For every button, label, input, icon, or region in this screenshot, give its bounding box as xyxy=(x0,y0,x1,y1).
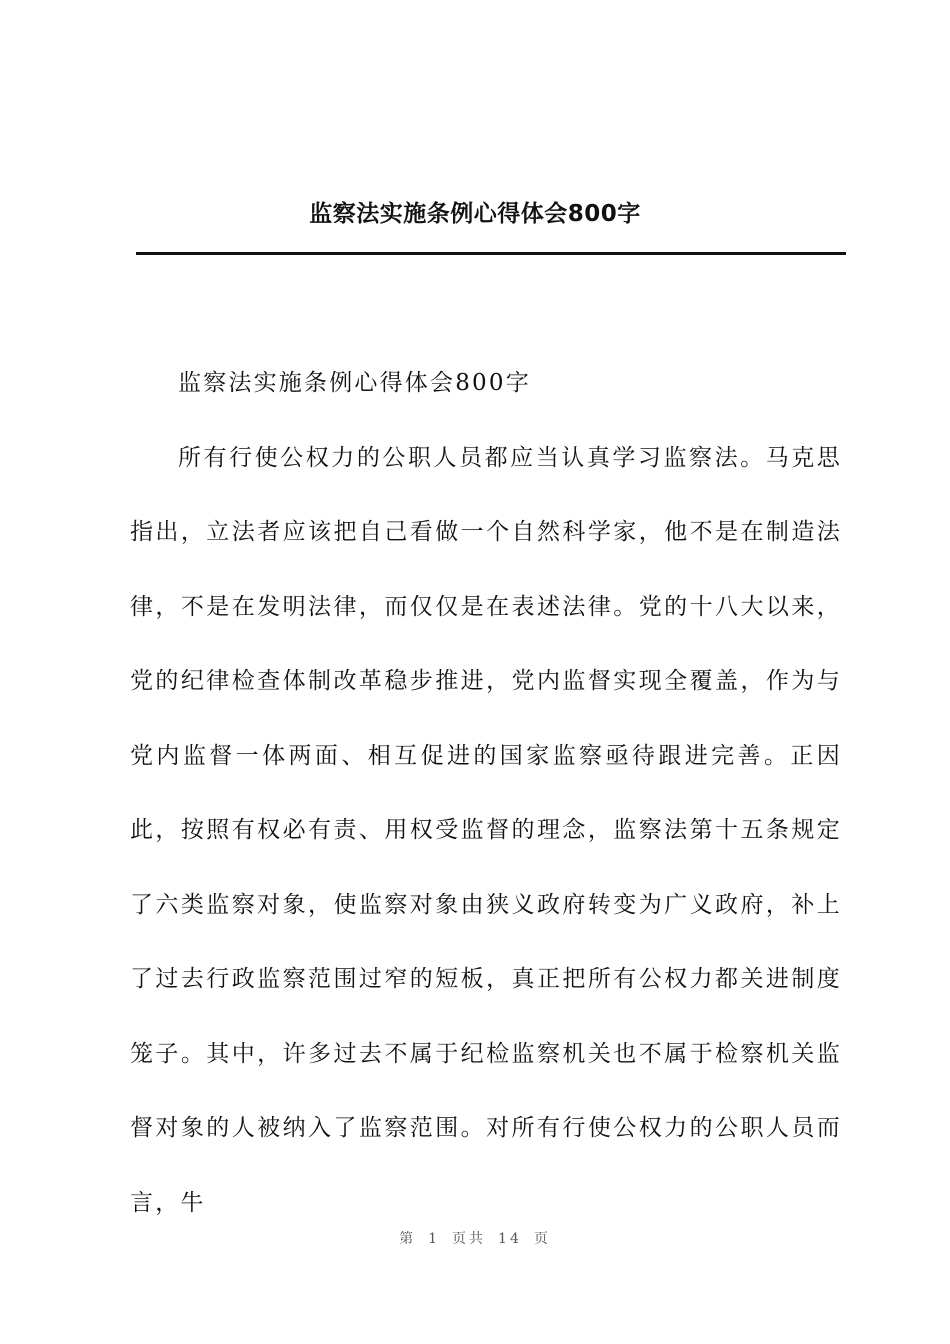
subtitle-paragraph: 监察法实施条例心得体会800字 xyxy=(178,370,531,396)
footer-middle: 页共 xyxy=(452,1231,487,1247)
document-body xyxy=(130,346,842,1240)
body-paragraph: 所有行使公权力的公职人员都应当认真学习监察法。马克思指出，立法者应该把自己看做一个自然科学家，他不是在制造法律，不是在发明法律，而仅仅是在表述法律。党的十八大以来，党的纪律检查体制改革稳步推进，党内监督实现全覆盖，作为与党内监督一体两面、相互促进的国家监察亟待跟进完善。正因此，按照有权必有责、用权受监督的理念，监察法第十五条规定了六类监察对象，使监察对象由狭义政府转变为广义政府，补上了过去行政监察范围过窄的短板，真正把所有公权力都关进制度笼子。其中，许多过去不属于纪检监察机关也不属于检察机关监督对象的人被纳入了监察范围。对所有行使公权力的公职人员而言，牛 xyxy=(130,444,842,1216)
title-underline xyxy=(136,252,846,255)
page-total: 14 xyxy=(498,1231,522,1247)
footer-suffix: 页 xyxy=(533,1231,551,1247)
page-footer xyxy=(0,1228,950,1248)
document-title: 监察法实施条例心得体会800字 xyxy=(309,201,641,227)
footer-prefix: 第 xyxy=(399,1231,417,1247)
page-number: 1 xyxy=(428,1231,441,1247)
